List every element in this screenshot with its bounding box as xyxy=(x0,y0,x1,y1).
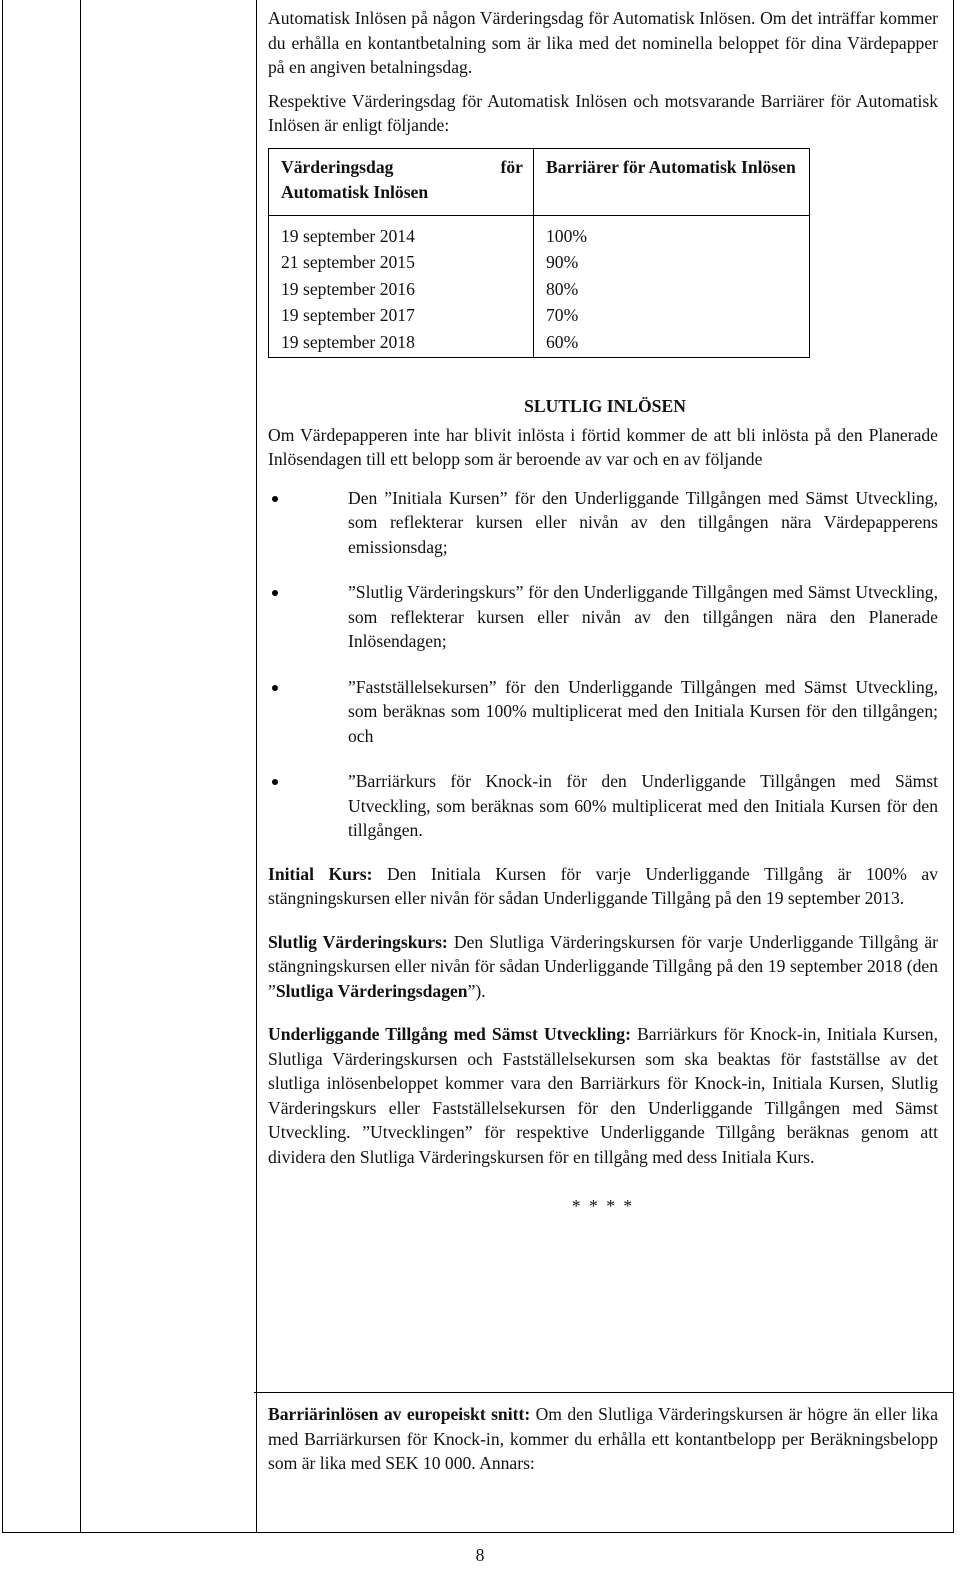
list-item xyxy=(268,486,938,560)
definition-term: Barriärinlösen av europeiskt snitt: xyxy=(268,1404,531,1424)
row-barrier: 90% xyxy=(534,249,810,276)
table-row xyxy=(269,249,810,276)
barrier-table-header xyxy=(269,148,810,215)
bullet-icon xyxy=(272,496,278,502)
list-item-text: ”Fastställelsekursen” för den Underliggande Tillgången med Sämst Utveckling, som beräknas som 100% multiplicerat med den Initiala Kursen för den tillgången; och xyxy=(348,676,938,746)
header-barrier: Barriärer för Automatisk Inlösen xyxy=(534,148,810,215)
row-date: 19 september 2016 xyxy=(269,276,534,303)
list-item xyxy=(268,580,938,654)
definition-text: Den Initiala Kursen för varje Underliggande Tillgång är 100% av stängningskursen eller nivån för sådan Underliggande Tillgång på den 19 september 2013. xyxy=(268,863,939,908)
section-heading-final-redemption: SLUTLIG INLÖSEN xyxy=(524,396,686,416)
barrier-table xyxy=(268,148,810,359)
header-col1-part-c: Automatisk Inlösen xyxy=(281,181,429,202)
row-barrier: 80% xyxy=(534,276,810,303)
left-column-1 xyxy=(3,0,81,1532)
row-barrier: 70% xyxy=(534,302,810,329)
intro-paragraph-2: Respektive Värderingsdag för Automatisk Inlösen och motsvarande Barriärer för Automatisk Inlösen är enligt följande: xyxy=(268,90,938,135)
row-date: 19 september 2017 xyxy=(269,302,534,329)
table-row xyxy=(269,215,810,249)
definition-european-barrier xyxy=(268,1402,938,1476)
list-item xyxy=(268,675,938,749)
definition-text-end: ”). xyxy=(467,980,486,1001)
definition-bold-term: Slutliga Värderingsdagen xyxy=(275,980,468,1001)
list-item-text: ”Barriärkurs för Knock-in för den Underliggande Tillgången med Sämst Utveckling, som beräknas som 60% multiplicerat med den Initiala Kursen för den tillgången. xyxy=(348,771,938,840)
bullet-icon xyxy=(272,779,278,785)
header-valuation-date xyxy=(269,148,534,215)
header-col1-part-b: för xyxy=(500,156,523,177)
definition-worst-performing xyxy=(268,1022,938,1169)
section-separator: * * * * xyxy=(571,1196,635,1216)
row-date: 19 september 2014 xyxy=(269,215,534,249)
list-item-text: Den ”Initiala Kursen” för den Underliggande Tillgången med Sämst Utveckling, som reflekterar kursen eller nivån av den tillgången nära Värdepapperens emissionsdag; xyxy=(348,487,938,557)
horizontal-divider xyxy=(254,1392,954,1393)
table-row xyxy=(269,329,810,358)
page-number: 8 xyxy=(475,1545,485,1565)
definition-text: Den Slutliga Värderingskursen för varje Underliggande Tillgång är stängningskursen eller nivån för sådan Underliggande Tillgång på den 19 september 2018 (den ” xyxy=(268,931,938,1001)
definition-initial-price xyxy=(268,862,938,911)
main-content xyxy=(268,0,938,1219)
definition-term: Initial Kurs: xyxy=(268,863,373,884)
table-row xyxy=(269,276,810,303)
row-date: 19 september 2018 xyxy=(269,329,534,358)
definition-text: Barriärkurs för Knock-in, Initiala Kursen, Slutliga Värderingskursen och Fastställelsekursen som ska beaktas för fastställse av det slutliga inlösenbeloppet kommer vara den Barriärkurs för Knock-in, Initiala Kursen, Slutlig Värderingskurs eller Fastställelsekursen för den Underliggande Tillgången med Sämst Utveckling. ”Utvecklingen” för respektive Underliggande Tillgång beräknas genom att dividera den Slutliga Värderingskursen för en tillgång med dess Initiala Kurs. xyxy=(268,1024,938,1167)
row-date: 21 september 2015 xyxy=(269,249,534,276)
row-barrier: 100% xyxy=(534,215,810,249)
bullet-icon xyxy=(272,590,278,596)
bullet-icon xyxy=(272,685,278,691)
definition-term: Underliggande Tillgång med Sämst Utveckling: xyxy=(268,1024,631,1044)
left-column-2 xyxy=(81,0,257,1532)
row-barrier: 60% xyxy=(534,329,810,358)
list-item xyxy=(268,769,938,843)
header-col1-part-a: Värderingsdag xyxy=(281,156,394,177)
criteria-list xyxy=(268,486,938,843)
european-barrier-section xyxy=(268,1402,938,1476)
definition-final-valuation xyxy=(268,930,938,1004)
list-item-text: ”Slutlig Värderingskurs” för den Underliggande Tillgången med Sämst Utveckling, som reflekterar kursen eller nivån av den tillgången nära den Planerade Inlösendagen; xyxy=(348,582,938,651)
definition-text: Om den Slutliga Värderingskursen är högre än eller lika med Barriärkursen för Knock-in, kommer du erhålla ett kontantbelopp per Beräkningsbelopp som är lika med SEK 10 000. Annars: xyxy=(268,1404,939,1473)
table-row xyxy=(269,302,810,329)
final-redemption-intro: Om Värdepapperen inte har blivit inlösta i förtid kommer de att bli inlösta på den Planerade Inlösendagen till ett belopp som är beroende av var och en av följande xyxy=(268,424,938,469)
definition-term: Slutlig Värderingskurs: xyxy=(268,931,448,952)
intro-paragraph-1: Automatisk Inlösen på någon Värderingsdag för Automatisk Inlösen. Om det inträffar kommer du erhålla en kontantbetalning som är lika med det nominella beloppet för dina Värdepapper på en angiven betalningsdag. xyxy=(268,8,938,77)
